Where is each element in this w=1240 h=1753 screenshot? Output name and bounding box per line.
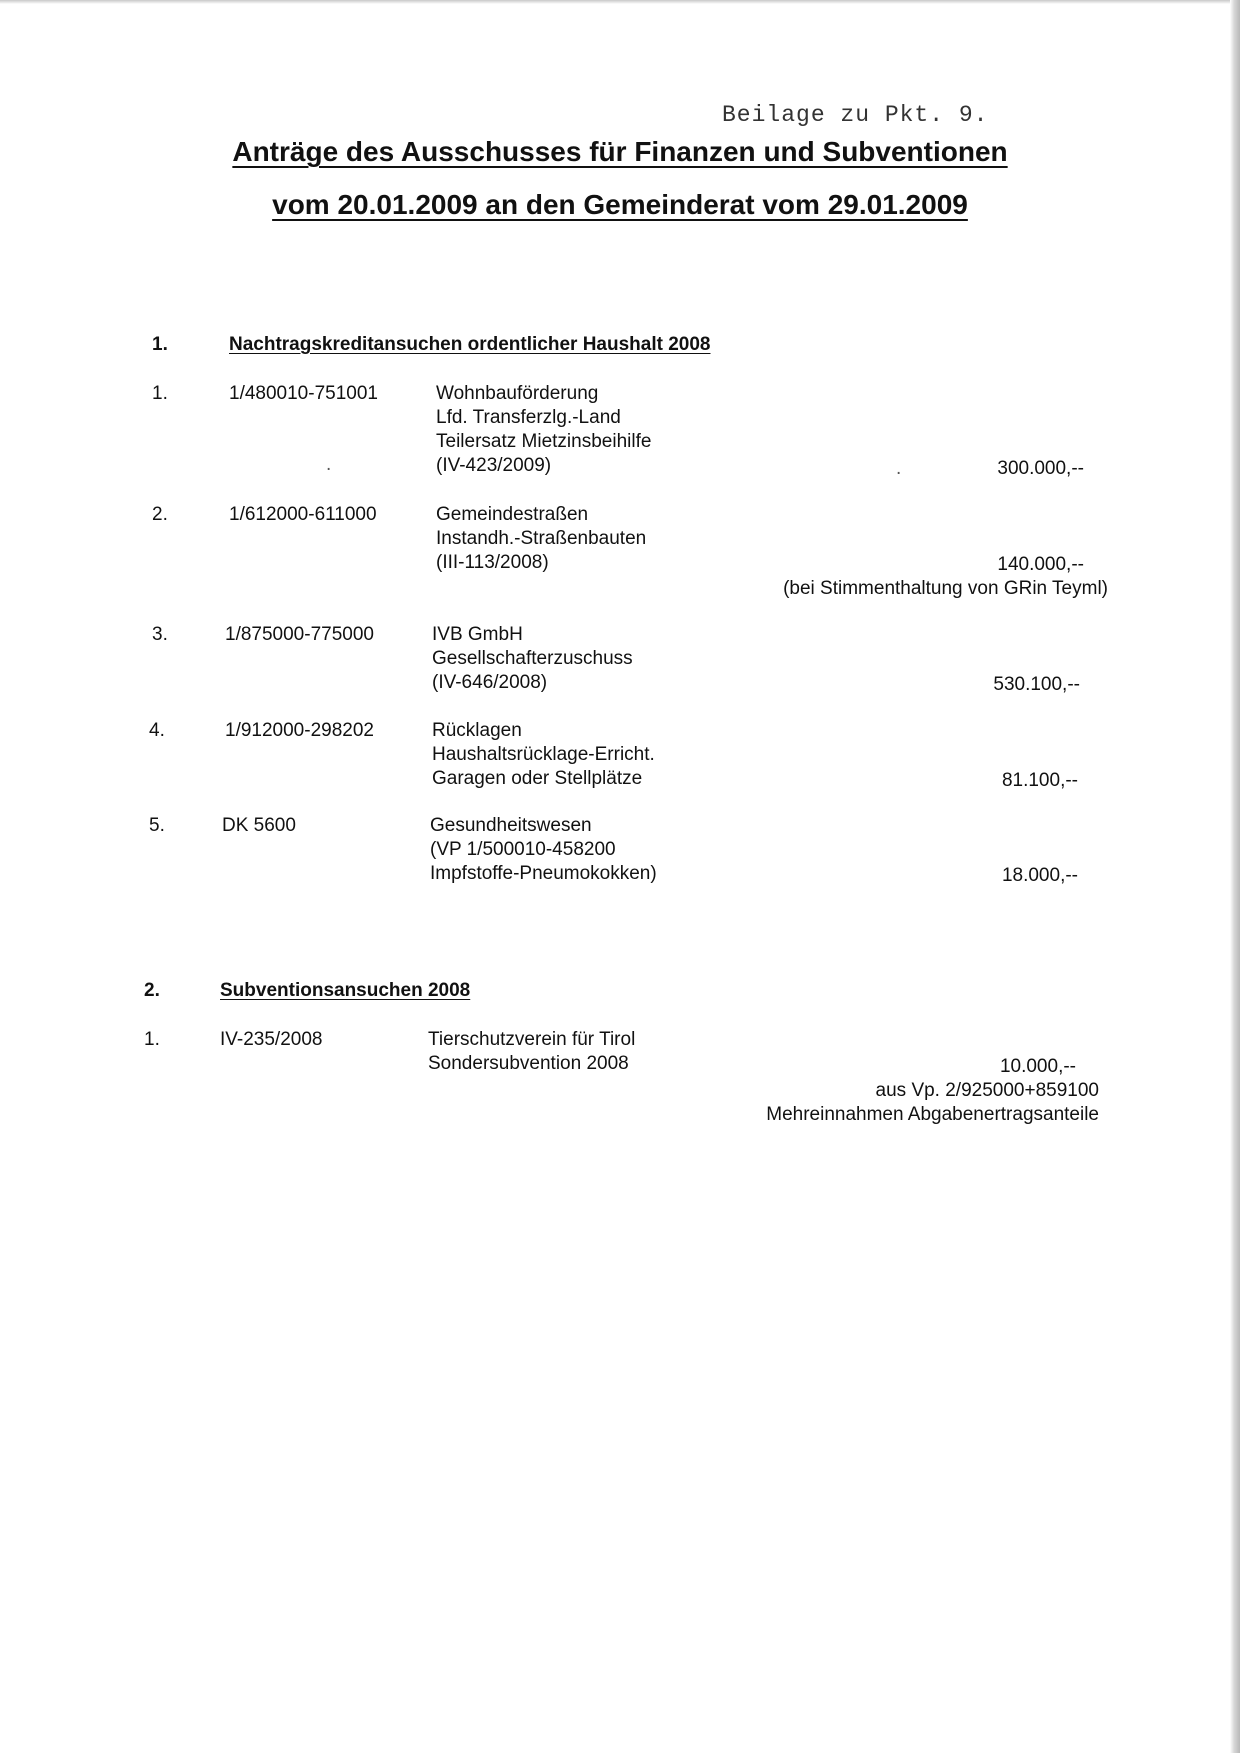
item-account: 1/612000-611000: [229, 504, 377, 525]
description-line: Sondersubvention 2008: [428, 1053, 629, 1074]
item-account: 1/875000-775000: [225, 624, 374, 645]
section-2-title: Subventionsansuchen 2008: [220, 980, 471, 1001]
description-line: Rücklagen: [432, 720, 522, 741]
item-number: 5.: [149, 815, 165, 836]
item-number: 2.: [152, 504, 168, 525]
item-description: [436, 503, 646, 575]
item-account: 1/480010-751001: [229, 383, 378, 404]
item-number: 3.: [152, 624, 168, 645]
note-line: aus Vp. 2/925000+859100: [875, 1080, 1099, 1101]
description-line: Garagen oder Stellplätze: [432, 768, 643, 789]
page-title: Anträge des Ausschusses für Finanzen und Subventionen: [232, 136, 1008, 167]
item-amount: 300.000,--: [997, 458, 1084, 479]
scan-speck: .: [326, 454, 332, 475]
item-description: [432, 719, 655, 791]
page-subtitle: vom 20.01.2009 an den Gemeinderat vom 29.01.2009: [272, 189, 968, 220]
item-note: (bei Stimmenthaltung von GRin Teyml): [783, 578, 1108, 599]
note-line: Mehreinnahmen Abgabenertragsanteile: [766, 1104, 1099, 1125]
item-account: DK 5600: [222, 815, 296, 836]
description-line: Lfd. Transferzlg.-Land: [436, 407, 621, 428]
scan-edge-top: [0, 0, 1240, 4]
item-amount: 140.000,--: [997, 554, 1084, 575]
scan-speck: .: [896, 458, 902, 479]
attachment-stamp: Beilage zu Pkt. 9.: [722, 102, 989, 128]
description-line: Gemeindestraßen: [436, 504, 589, 525]
description-line: (III-113/2008): [436, 552, 549, 573]
item-amount: 530.100,--: [993, 674, 1080, 695]
item-account: 1/912000-298202: [225, 720, 374, 741]
description-line: Gesundheitswesen: [430, 815, 592, 836]
item-amount: 18.000,--: [1001, 865, 1078, 886]
item-description: [430, 814, 657, 886]
description-line: Impfstoffe-Pneumokokken): [430, 863, 657, 884]
item-number: 4.: [149, 720, 165, 741]
description-line: (IV-646/2008): [432, 672, 548, 693]
scan-edge-right: [1230, 0, 1240, 1753]
item-description: [428, 1028, 635, 1076]
description-line: (IV-423/2009): [436, 455, 552, 476]
item-number: 1.: [144, 1029, 160, 1050]
description-line: Instandh.-Straßenbauten: [436, 528, 647, 549]
item-number: 1.: [152, 383, 168, 404]
item-description: [432, 623, 633, 695]
description-line: Wohnbauförderung: [436, 383, 599, 404]
section-2-number: 2.: [144, 980, 160, 1001]
description-line: Tierschutzverein für Tirol: [428, 1029, 636, 1050]
section-1-title: Nachtragskreditansuchen ordentlicher Haushalt 2008: [229, 334, 711, 355]
item-amount: 81.100,--: [1001, 770, 1078, 791]
section-1-number: 1.: [152, 334, 168, 355]
description-line: Gesellschafterzuschuss: [432, 648, 633, 669]
item-account: IV-235/2008: [220, 1029, 323, 1050]
item-note: [680, 1079, 1099, 1127]
description-line: (VP 1/500010-458200: [430, 839, 616, 860]
description-line: Teilersatz Mietzinsbeihilfe: [436, 431, 652, 452]
item-amount: 10.000,--: [999, 1056, 1076, 1077]
description-line: IVB GmbH: [432, 624, 523, 645]
item-description: [436, 382, 651, 478]
description-line: Haushaltsrücklage-Erricht.: [432, 744, 655, 765]
